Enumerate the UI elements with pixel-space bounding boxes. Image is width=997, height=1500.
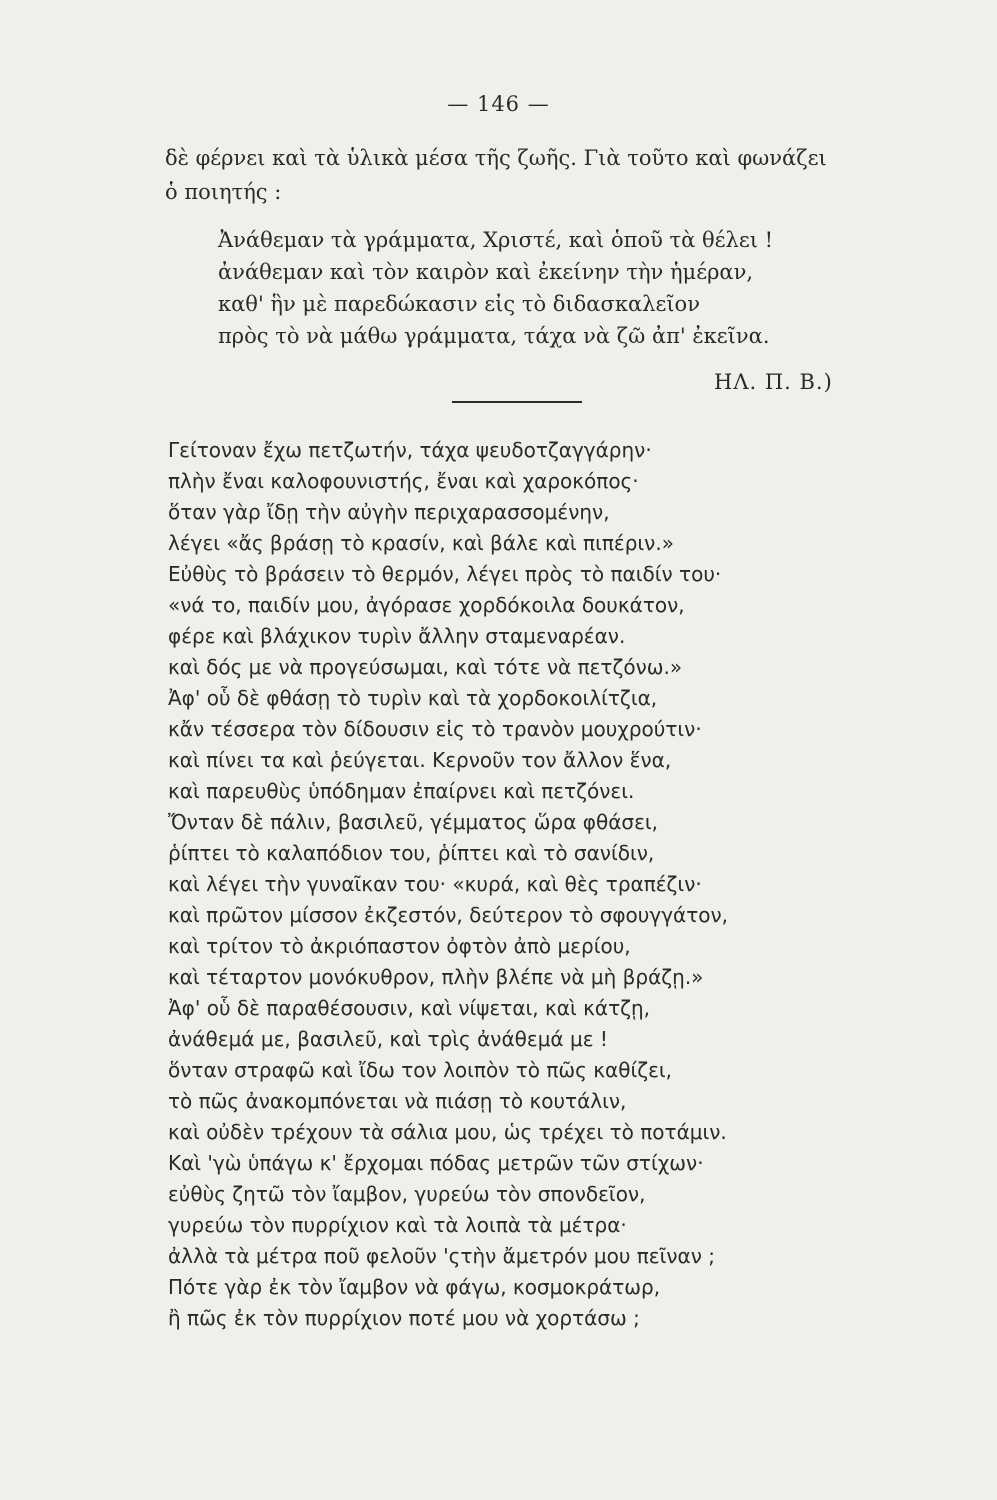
poem-line: γυρεύω τὸν πυρρίχιον καὶ τὰ λοιπὰ τὰ μέτρα· bbox=[168, 1213, 627, 1237]
poem-line: Ἀφ' οὗ δὲ παραθέσουσιν, καὶ νίψεται, καὶ κάτζῃ, bbox=[168, 996, 651, 1020]
prose-line: ὁ ποιητής : bbox=[165, 180, 282, 204]
prose-line: δὲ φέρνει καὶ τὰ ὑλικὰ μέσα τῆς ζωῆς. Γιὰ τοῦτο καὶ φωνάζει bbox=[165, 146, 827, 170]
poem-line: Πότε γὰρ ἐκ τὸν ἴαμβον νὰ φάγω, κοσμοκράτωρ, bbox=[168, 1275, 661, 1299]
poem-line: εὐθὺς ζητῶ τὸν ἴαμβον, γυρεύω τὸν σπονδεῖον, bbox=[168, 1182, 646, 1206]
poem-line: καὶ παρευθὺς ὑπόδημαν ἐπαίρνει καὶ πετζόνει. bbox=[168, 779, 635, 803]
poem-line: Καὶ 'γὼ ὑπάγω κ' ἔρχομαι πόδας μετρῶν τῶν στίχων· bbox=[168, 1151, 704, 1175]
poem-line: καὶ πρῶτον μίσσον ἐκζεστόν, δεύτερον τὸ σφουγγάτον, bbox=[168, 903, 729, 927]
poem-line: Εὐθὺς τὸ βράσειν τὸ θερμόν, λέγει πρὸς τὸ παιδίν του· bbox=[168, 562, 722, 586]
section-divider bbox=[452, 401, 582, 403]
poem-line: κἄν τέσσερα τὸν δίδουσιν εἰς τὸ τρανὸν μουχρούτιν· bbox=[168, 717, 702, 741]
poem-line: «νά το, παιδίν μου, ἀγόρασε χορδόκοιλα δουκάτον, bbox=[168, 593, 685, 617]
poem-line: καὶ τέταρτον μονόκυθρον, πλὴν βλέπε νὰ μὴ βράζῃ.» bbox=[168, 965, 704, 989]
poem-line: πλὴν ἔναι καλοφουνιστής, ἔναι καὶ χαροκόπος· bbox=[168, 469, 639, 493]
poem-line: καὶ δός με νὰ προγεύσωμαι, καὶ τότε νὰ πετζόνω.» bbox=[168, 655, 683, 679]
quote-line: ἀνάθεμαν καὶ τὸν καιρὸν καὶ ἐκείνην τὴν ἡμέραν, bbox=[218, 260, 754, 284]
poem-line: καὶ πίνει τα καὶ ῥεύγεται. Κερνοῦν τον ἄλλον ἕνα, bbox=[168, 748, 672, 772]
quote-line: καθ' ἣν μὲ παρεδώκασιν εἰς τὸ διδασκαλεῖον bbox=[218, 292, 700, 316]
poem-line: ὅταν γὰρ ἴδῃ τὴν αὐγὴν περιχαρασσομένην, bbox=[168, 500, 610, 524]
poem-line: Ὄνταν δὲ πάλιν, βασιλεῦ, γέμματος ὥρα φθάσει, bbox=[168, 810, 658, 834]
poem-line: ἀνάθεμά με, βασιλεῦ, καὶ τρὶς ἀνάθεμά με ! bbox=[168, 1027, 608, 1051]
quote-line: Ἀνάθεμαν τὰ γράμματα, Χριστέ, καὶ ὁποῦ τὰ θέλει ! bbox=[218, 228, 774, 252]
poem-line: Ἀφ' οὗ δὲ φθάσῃ τὸ τυρὶν καὶ τὰ χορδοκοιλίτζια, bbox=[168, 686, 658, 710]
author-signature: ΗΛ. Π. Β.) bbox=[714, 370, 833, 394]
poem-line: ἀλλὰ τὰ μέτρα ποῦ φελοῦν 'ςτὴν ἄμετρόν μου πεῖναν ; bbox=[168, 1244, 716, 1268]
poem-line: ἢ πῶς ἐκ τὸν πυρρίχιον ποτέ μου νὰ χορτάσω ; bbox=[168, 1306, 640, 1330]
poem-line: καὶ τρίτον τὸ ἀκριόπαστον ὀφτὸν ἀπὸ μερίου, bbox=[168, 934, 631, 958]
poem-line: ῥίπτει τὸ καλαπόδιον του, ῥίπτει καὶ τὸ σανίδιν, bbox=[168, 841, 655, 865]
poem-line: καὶ οὐδὲν τρέχουν τὰ σάλια μου, ὡς τρέχει τὸ ποτάμιν. bbox=[168, 1120, 727, 1144]
poem-line: τὸ πῶς ἀνακομπόνεται νὰ πιάσῃ τὸ κουτάλιν, bbox=[168, 1089, 627, 1113]
page-number: — 146 — bbox=[447, 92, 550, 116]
poem-line: Γείτοναν ἔχω πετζωτήν, τάχα ψευδοτζαγγάρην· bbox=[168, 438, 652, 462]
quote-line: πρὸς τὸ νὰ μάθω γράμματα, τάχα νὰ ζῶ ἀπ' ἐκεῖνα. bbox=[218, 324, 770, 348]
poem-line: καὶ λέγει τὴν γυναῖκαν του· «κυρά, καὶ θὲς τραπέζιν· bbox=[168, 872, 702, 896]
poem-line: λέγει «ἄς βράσῃ τὸ κρασίν, καὶ βάλε καὶ πιπέριν.» bbox=[168, 531, 674, 555]
poem-line: ὅνταν στραφῶ καὶ ἴδω τον λοιπὸν τὸ πῶς καθίζει, bbox=[168, 1058, 673, 1082]
poem-line: φέρε καὶ βλάχικον τυρὶν ἄλλην σταμεναρέαν. bbox=[168, 624, 626, 648]
